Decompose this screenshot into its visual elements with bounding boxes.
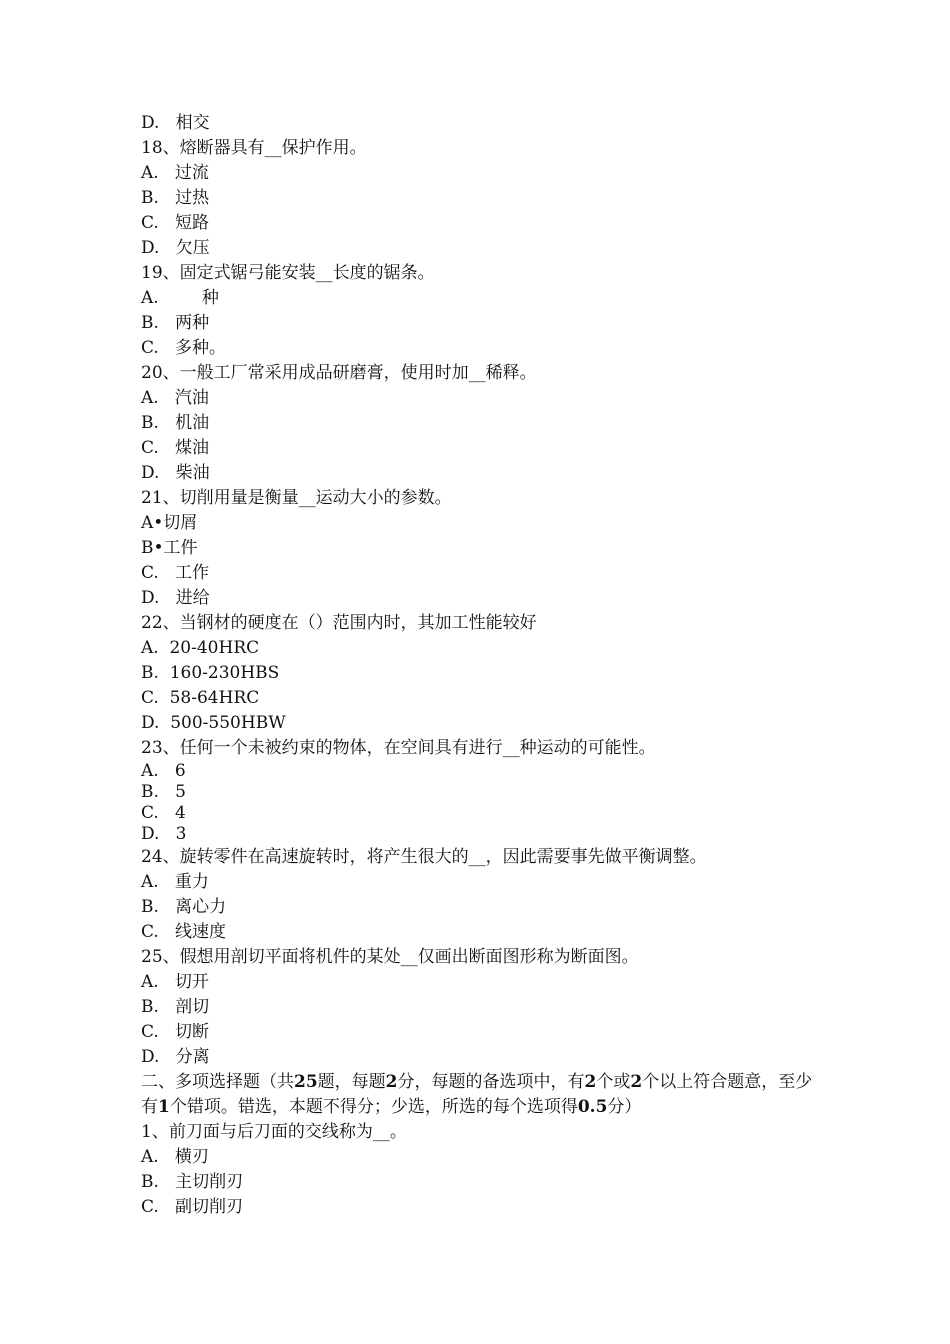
- option-line: D. 500-550HBW: [141, 713, 286, 733]
- option-line: B•工件: [141, 538, 198, 558]
- question-line: 20、一般工厂常采用成品研磨膏，使用时加__稀释。: [141, 363, 537, 383]
- option-line: A. 横刃: [141, 1147, 209, 1167]
- question-line: 1、前刀面与后刀面的交线称为__。: [141, 1122, 407, 1142]
- document-page: [141, 111, 821, 1220]
- question-line: 19、固定式锯弓能安装__长度的锯条。: [141, 263, 435, 283]
- option-line: C. 短路: [141, 213, 210, 233]
- section-heading: 二、多项选择题（共25题，每题2分，每题的备选项中，有2个或2个以上符合题意，至少有1个错项。错选，本题不得分；少选，所选的每个选项得0.5分）: [141, 1072, 813, 1117]
- question-line: 22、当钢材的硬度在（）范围内时，其加工性能较好: [141, 613, 537, 633]
- option-line: D. 进给: [141, 588, 210, 608]
- option-line: A. 6: [141, 761, 186, 781]
- option-line: C. 多种。: [141, 338, 227, 358]
- option-line: B. 主切削刃: [141, 1172, 244, 1192]
- option-line: B. 离心力: [141, 897, 227, 917]
- question-line: 23、任何一个未被约束的物体，在空间具有进行__种运动的可能性。: [141, 738, 656, 758]
- option-line: C. 58-64HRC: [141, 688, 260, 708]
- option-line: B. 两种: [141, 313, 210, 333]
- option-line: D. 相交: [141, 113, 210, 133]
- option-line: A. 切开: [141, 972, 209, 992]
- option-line: C. 线速度: [141, 922, 227, 942]
- option-line: D. 分离: [141, 1047, 210, 1067]
- question-line: 24、旋转零件在高速旋转时，将产生很大的__，因此需要事先做平衡调整。: [141, 847, 707, 867]
- option-line: A. 汽油: [141, 388, 209, 408]
- option-line: B. 160-230HBS: [141, 663, 280, 683]
- option-line: D. 柴油: [141, 463, 210, 483]
- option-line: C. 煤油: [141, 438, 210, 458]
- option-line: C. 工作: [141, 563, 210, 583]
- option-line: D. 3: [141, 824, 187, 844]
- option-line: C. 切断: [141, 1022, 210, 1042]
- option-line: A. 过流: [141, 163, 209, 183]
- question-line: 21、切削用量是衡量__运动大小的参数。: [141, 488, 452, 508]
- option-line: B. 剖切: [141, 997, 210, 1017]
- option-line: A. 重力: [141, 872, 209, 892]
- option-line: A. 种: [141, 288, 219, 308]
- option-line: D. 欠压: [141, 238, 210, 258]
- option-line: A. 20-40HRC: [141, 638, 260, 658]
- option-line: A•切屑: [141, 513, 198, 533]
- option-line: C. 4: [141, 803, 186, 823]
- option-line: B. 过热: [141, 188, 210, 208]
- option-line: C. 副切削刃: [141, 1197, 244, 1217]
- option-line: B. 机油: [141, 413, 210, 433]
- question-line: 18、熔断器具有__保护作用。: [141, 138, 367, 158]
- question-line: 25、假想用剖切平面将机件的某处__仅画出断面图形称为断面图。: [141, 947, 639, 967]
- option-line: B. 5: [141, 782, 186, 802]
